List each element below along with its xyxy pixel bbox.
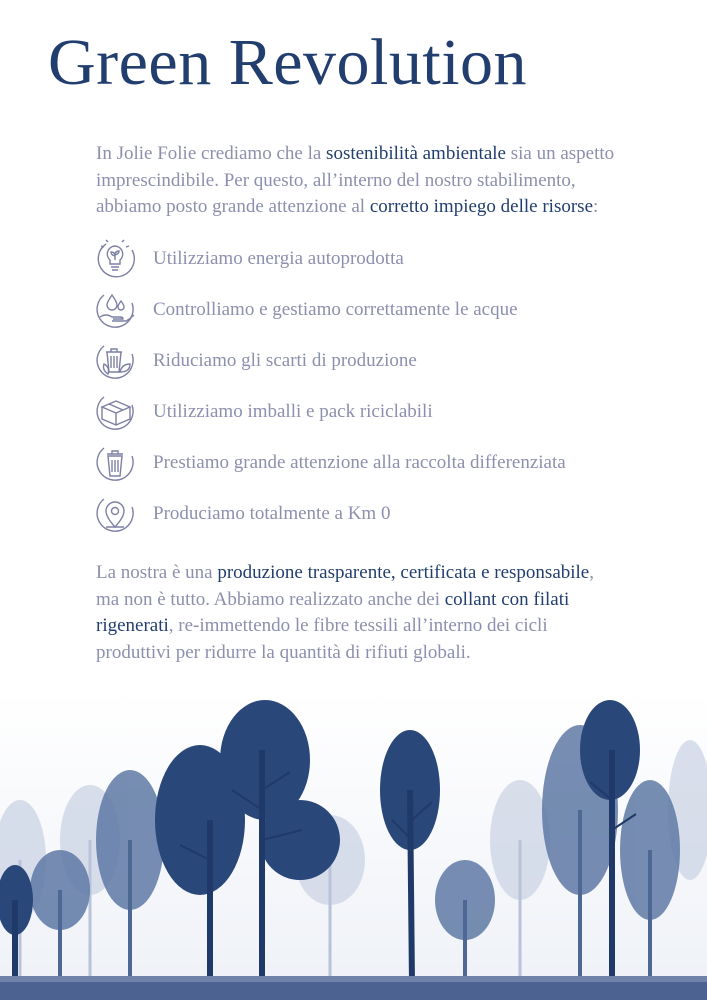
outro-text: produttivi per ridurre la quantità di rifiuti globali. [96, 641, 471, 663]
intro-text: imprescindibile. Per questo, all’interno del nostro stabilimento, [96, 169, 576, 191]
intro-text: In Jolie Folie crediamo che la [96, 143, 327, 164]
outro-paragraph [96, 560, 696, 666]
outro-text: , re-immettendo le fibre tessili all’interno dei cicli [168, 615, 548, 636]
list-item [92, 286, 692, 334]
box-icon [92, 389, 138, 435]
list-item [92, 388, 692, 436]
outro-highlight: collant con filati [444, 588, 570, 610]
outro-text: ma non è tutto. Abbiamo realizzato anche dei [96, 588, 445, 610]
intro-text: : [593, 196, 599, 217]
location-pin-icon [92, 491, 138, 537]
outro-text: La nostra è una [96, 562, 218, 583]
water-hand-icon [92, 287, 138, 333]
intro-highlight: corretto impiego delle risorse [369, 196, 594, 217]
intro-paragraph [96, 141, 696, 221]
intro-text: abbiamo posto grande attenzione al [96, 196, 370, 217]
intro-text: sia un aspetto [505, 143, 615, 164]
lightbulb-leaf-icon [92, 236, 138, 282]
item-label: Utilizziamo imballi e pack riciclabili [153, 401, 433, 422]
item-label: Utilizziamo energia autoprodotta [153, 248, 404, 269]
outro-text: , [589, 562, 594, 583]
list-item [92, 439, 692, 487]
item-label: Controlliamo e gestiamo correttamente le acque [153, 299, 518, 320]
trash-can-icon [92, 440, 138, 486]
item-label: Prestiamo grande attenzione alla raccolta differenziata [153, 452, 566, 473]
list-item [92, 490, 692, 538]
outro-highlight: rigenerati [96, 615, 169, 636]
bin-leaves-icon [92, 338, 138, 384]
item-label: Riduciamo gli scarti di produzione [153, 350, 417, 371]
forest-illustration [0, 690, 707, 1000]
item-label: Produciamo totalmente a Km 0 [153, 503, 391, 524]
outro-highlight: produzione trasparente, certificata e responsabile [217, 562, 590, 583]
intro-highlight: sostenibilità ambientale [326, 143, 506, 164]
page-title: Green Revolution [48, 26, 528, 99]
list-item [92, 235, 692, 283]
list-item [92, 337, 692, 385]
